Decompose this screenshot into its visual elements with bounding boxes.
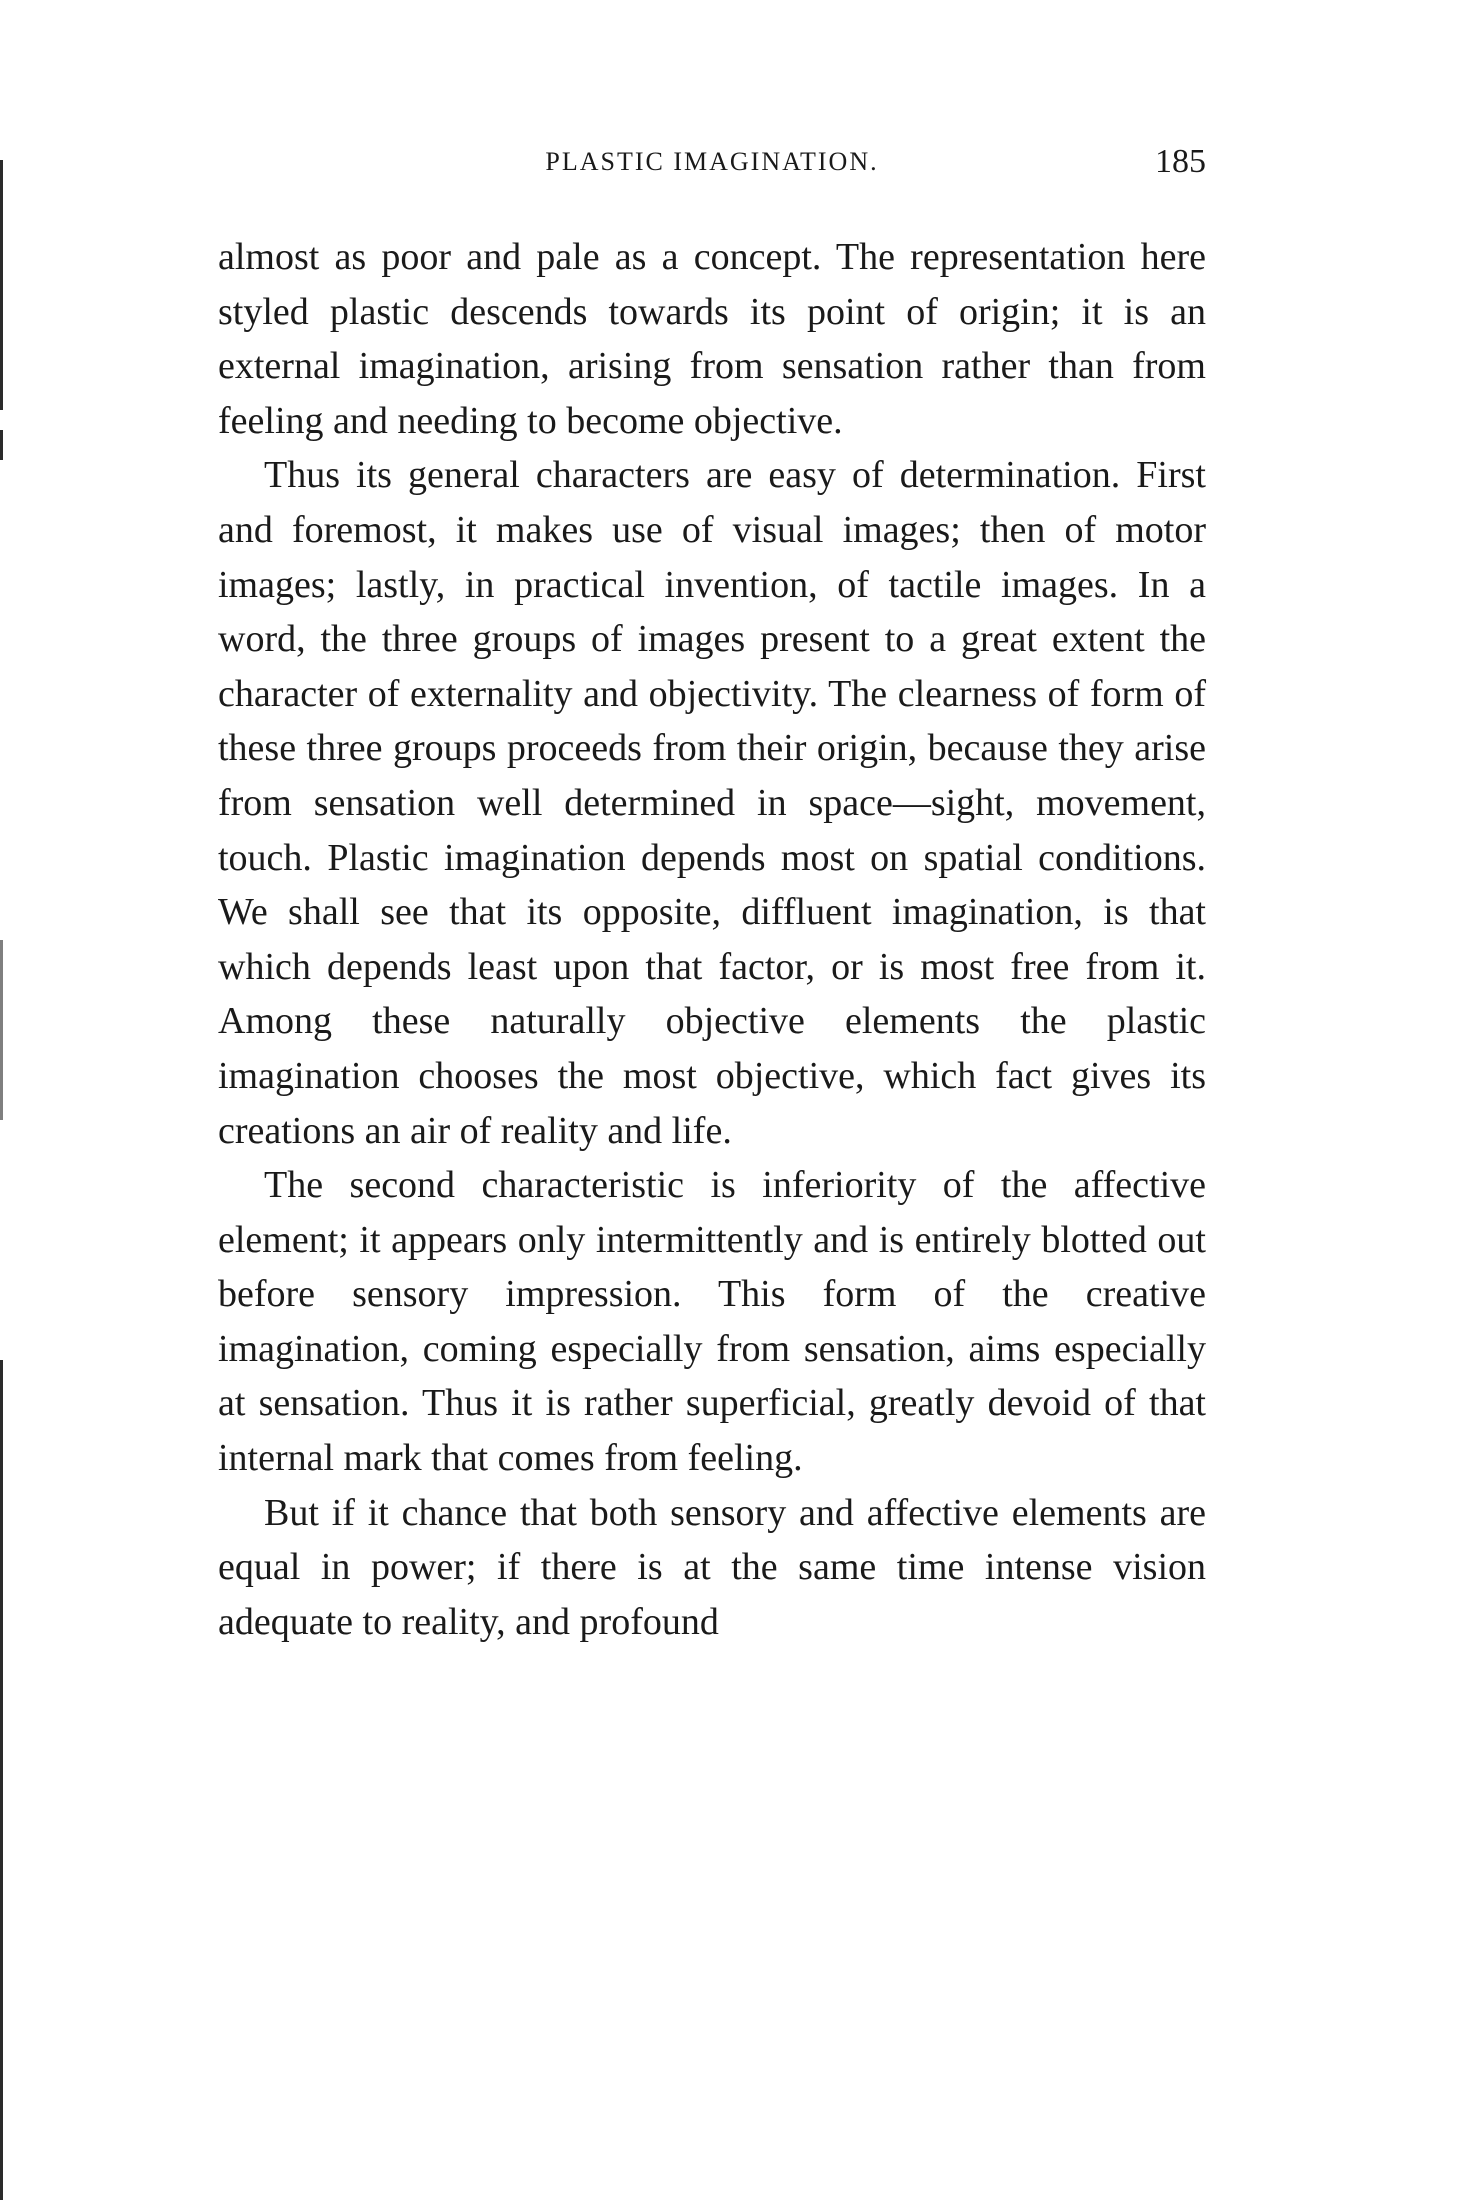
paragraph: But if it chance that both sensory and affective elements are equal in power; if there is at the same time intense vision adequate to reality, and profound xyxy=(218,1491,1206,1643)
running-title: PLASTIC IMAGINATION. xyxy=(545,147,879,176)
scan-edge-mark xyxy=(0,1360,3,2200)
scan-edge-mark xyxy=(0,430,3,460)
running-head xyxy=(218,140,1206,184)
paragraph: almost as poor and pale as a concept. The representation here styled plastic descends towards its point of origin; it is an external imagination, arising from sensation rather than from feeling and needing to become objective. xyxy=(218,236,1206,442)
scan-edge-mark xyxy=(0,160,3,410)
paragraph: The second characteristic is inferiority of the affective element; it appears only intermittently and is entirely blotted out before sensory impression. This form of the creative imagination, coming especially from sensation, aims especially at sensation. Thus it is rather superficial, greatly devoid of that internal mark that comes from feeling. xyxy=(218,1164,1206,1480)
scan-edge-mark xyxy=(0,940,3,1120)
paragraph: Thus its general characters are easy of determination. First and foremost, it makes use of visual images; then of motor images; lastly, in practical invention, of tactile images. In a word, the three groups of images present to a great extent the character of externality and objectivity. The clearness of form of these three groups proceeds from their origin, because they arise from sensation well determined in space—sight, movement, touch. Plastic imagination depends most on spatial conditions. We shall see that its opposite, diffluent imagination, is that which depends least upon that factor, or is most free from it. Among these naturally objective elements the plastic imagination chooses the most objective, which fact gives its creations an air of reality and life. xyxy=(218,454,1206,1152)
body-text xyxy=(218,230,1206,1649)
page-number: 185 xyxy=(1155,143,1206,180)
